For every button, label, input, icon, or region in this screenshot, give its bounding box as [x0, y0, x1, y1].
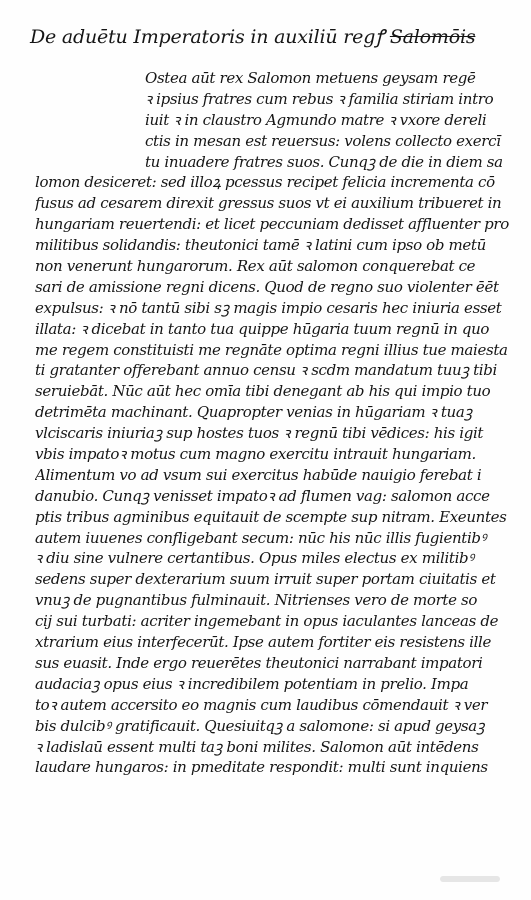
- text-line: seruiebāt. Nūc aūt hec omīa tibi denegant ab his qui impio tuo: [35, 382, 491, 401]
- text-line: detrimēta machinant. Quapropter venias in hūgariam ꝛ tuaꝫ: [35, 403, 472, 422]
- chapter-heading-struck-word: Salomōis: [389, 26, 476, 48]
- text-line: sari de amissione regni dicens. Quod de regno suo violenter ēēt: [35, 277, 499, 296]
- chapter-heading-text: De aduētu Imperatoris in auxiliū regꝭ: [30, 26, 390, 48]
- text-line: Alimentum vo ad vsum sui exercitus habūde nauigio ferebat i: [35, 465, 482, 484]
- text-line: danubio. Cunqꝫ venisset impatoꝛ ad flumen vag: salomon acce: [35, 486, 490, 505]
- text-line: audaciaꝫ opus eius ꝛ incredibilem potentiam in prelio. Impa: [35, 674, 469, 693]
- text-line: bis dulcibꝰ gratificauit. Quesiuitqꝫ a salomone: si apud geysaꝫ: [35, 716, 485, 735]
- text-line: sedens super dexterarium suum irruit super portam ciuitatis et: [35, 570, 496, 589]
- text-line: vnuꝫ de pugnantibus fulminauit. Nitrienses vero de morte so: [35, 591, 478, 610]
- text-line: vbis impatoꝛ motus cum magno exercitu intrauit hungariam.: [35, 445, 476, 464]
- text-line: ꝛ ladislaū essent multi taꝫ boni milites. Salomon aūt intēdens: [35, 737, 479, 756]
- text-line: illata: ꝛ dicebat in tanto tua quippe hūgaria tuum regnū in quo: [35, 319, 490, 338]
- text-line: tu inuadere fratres suos. Cunqꝫ de die in diem sa: [145, 152, 503, 171]
- text-line: expulsus: ꝛ nō tantū sibi sꝫ magis impio cesaris hec iniuria esset: [35, 298, 502, 317]
- text-line: xtrarium eius interfecerūt. Ipse autem fortiter eis resistens ille: [35, 633, 492, 652]
- text-line: iuit ꝛ in claustro Agmundo matre ꝛ vxore dereli: [145, 110, 487, 129]
- text-line: vlciscaris iniuriaꝫ sup hostes tuos ꝛ regnū tibi vēdices: his igit: [35, 424, 484, 443]
- text-line: ctis in mesan est reuersus: volens collecto exercī: [145, 131, 501, 150]
- text-line: fusus ad cesarem direxit gressus suos vt ei auxilium tribueret in: [35, 194, 502, 213]
- text-line: sus euasit. Inde ergo reuerētes theutonici narrabant impatori: [35, 653, 483, 672]
- text-line: ptis tribus agminibus equitauit de scempte sup nitram. Exeuntes: [35, 507, 507, 526]
- text-line: ꝛ ipsius fratres cum rebus ꝛ familia stiriam intro: [145, 89, 494, 108]
- chapter-heading: [30, 24, 510, 50]
- text-line: cij sui turbati: acriter ingemebant in opus iaculantes lanceas de: [35, 612, 499, 631]
- text-line: autem iuuenes confligebant secum: nūc his nūc illis fugientibꝰ: [35, 528, 487, 547]
- text-line: hungariam reuertendi: et licet peccuniam dedisset affluenter pro: [35, 215, 509, 234]
- text-line: militibus solidandis: theutonici tamē ꝛ latini cum ipso ob metū: [35, 236, 486, 255]
- text-line: lomon desiceret: sed illoꝝ pcessus recipet felicia incrementa cō: [35, 173, 495, 192]
- text-line: ti gratanter offerebant annuo censu ꝛ scdm mandatum tuuꝫ tibi: [35, 361, 497, 380]
- text-line: me regem constituisti me regnāte optima regni illius tue maiesta: [35, 340, 508, 359]
- text-line: laudare hungaros: in pmeditate respondit: multi sunt inquiens: [35, 758, 488, 777]
- text-line: ꝛ diu sine vulnere certantibus. Opus miles electus ex militibꝰ: [35, 549, 474, 568]
- text-line: Ostea aūt rex Salomon metuens geysam regē: [145, 69, 476, 87]
- print-smudge: [440, 876, 500, 882]
- body-text: [35, 68, 510, 778]
- text-line: toꝛ autem accersito eo magnis cum laudibus cōmendauit ꝛ ver: [35, 695, 488, 714]
- text-line: non venerunt hungarorum. Rex aūt salomon conquerebat ce: [35, 257, 476, 276]
